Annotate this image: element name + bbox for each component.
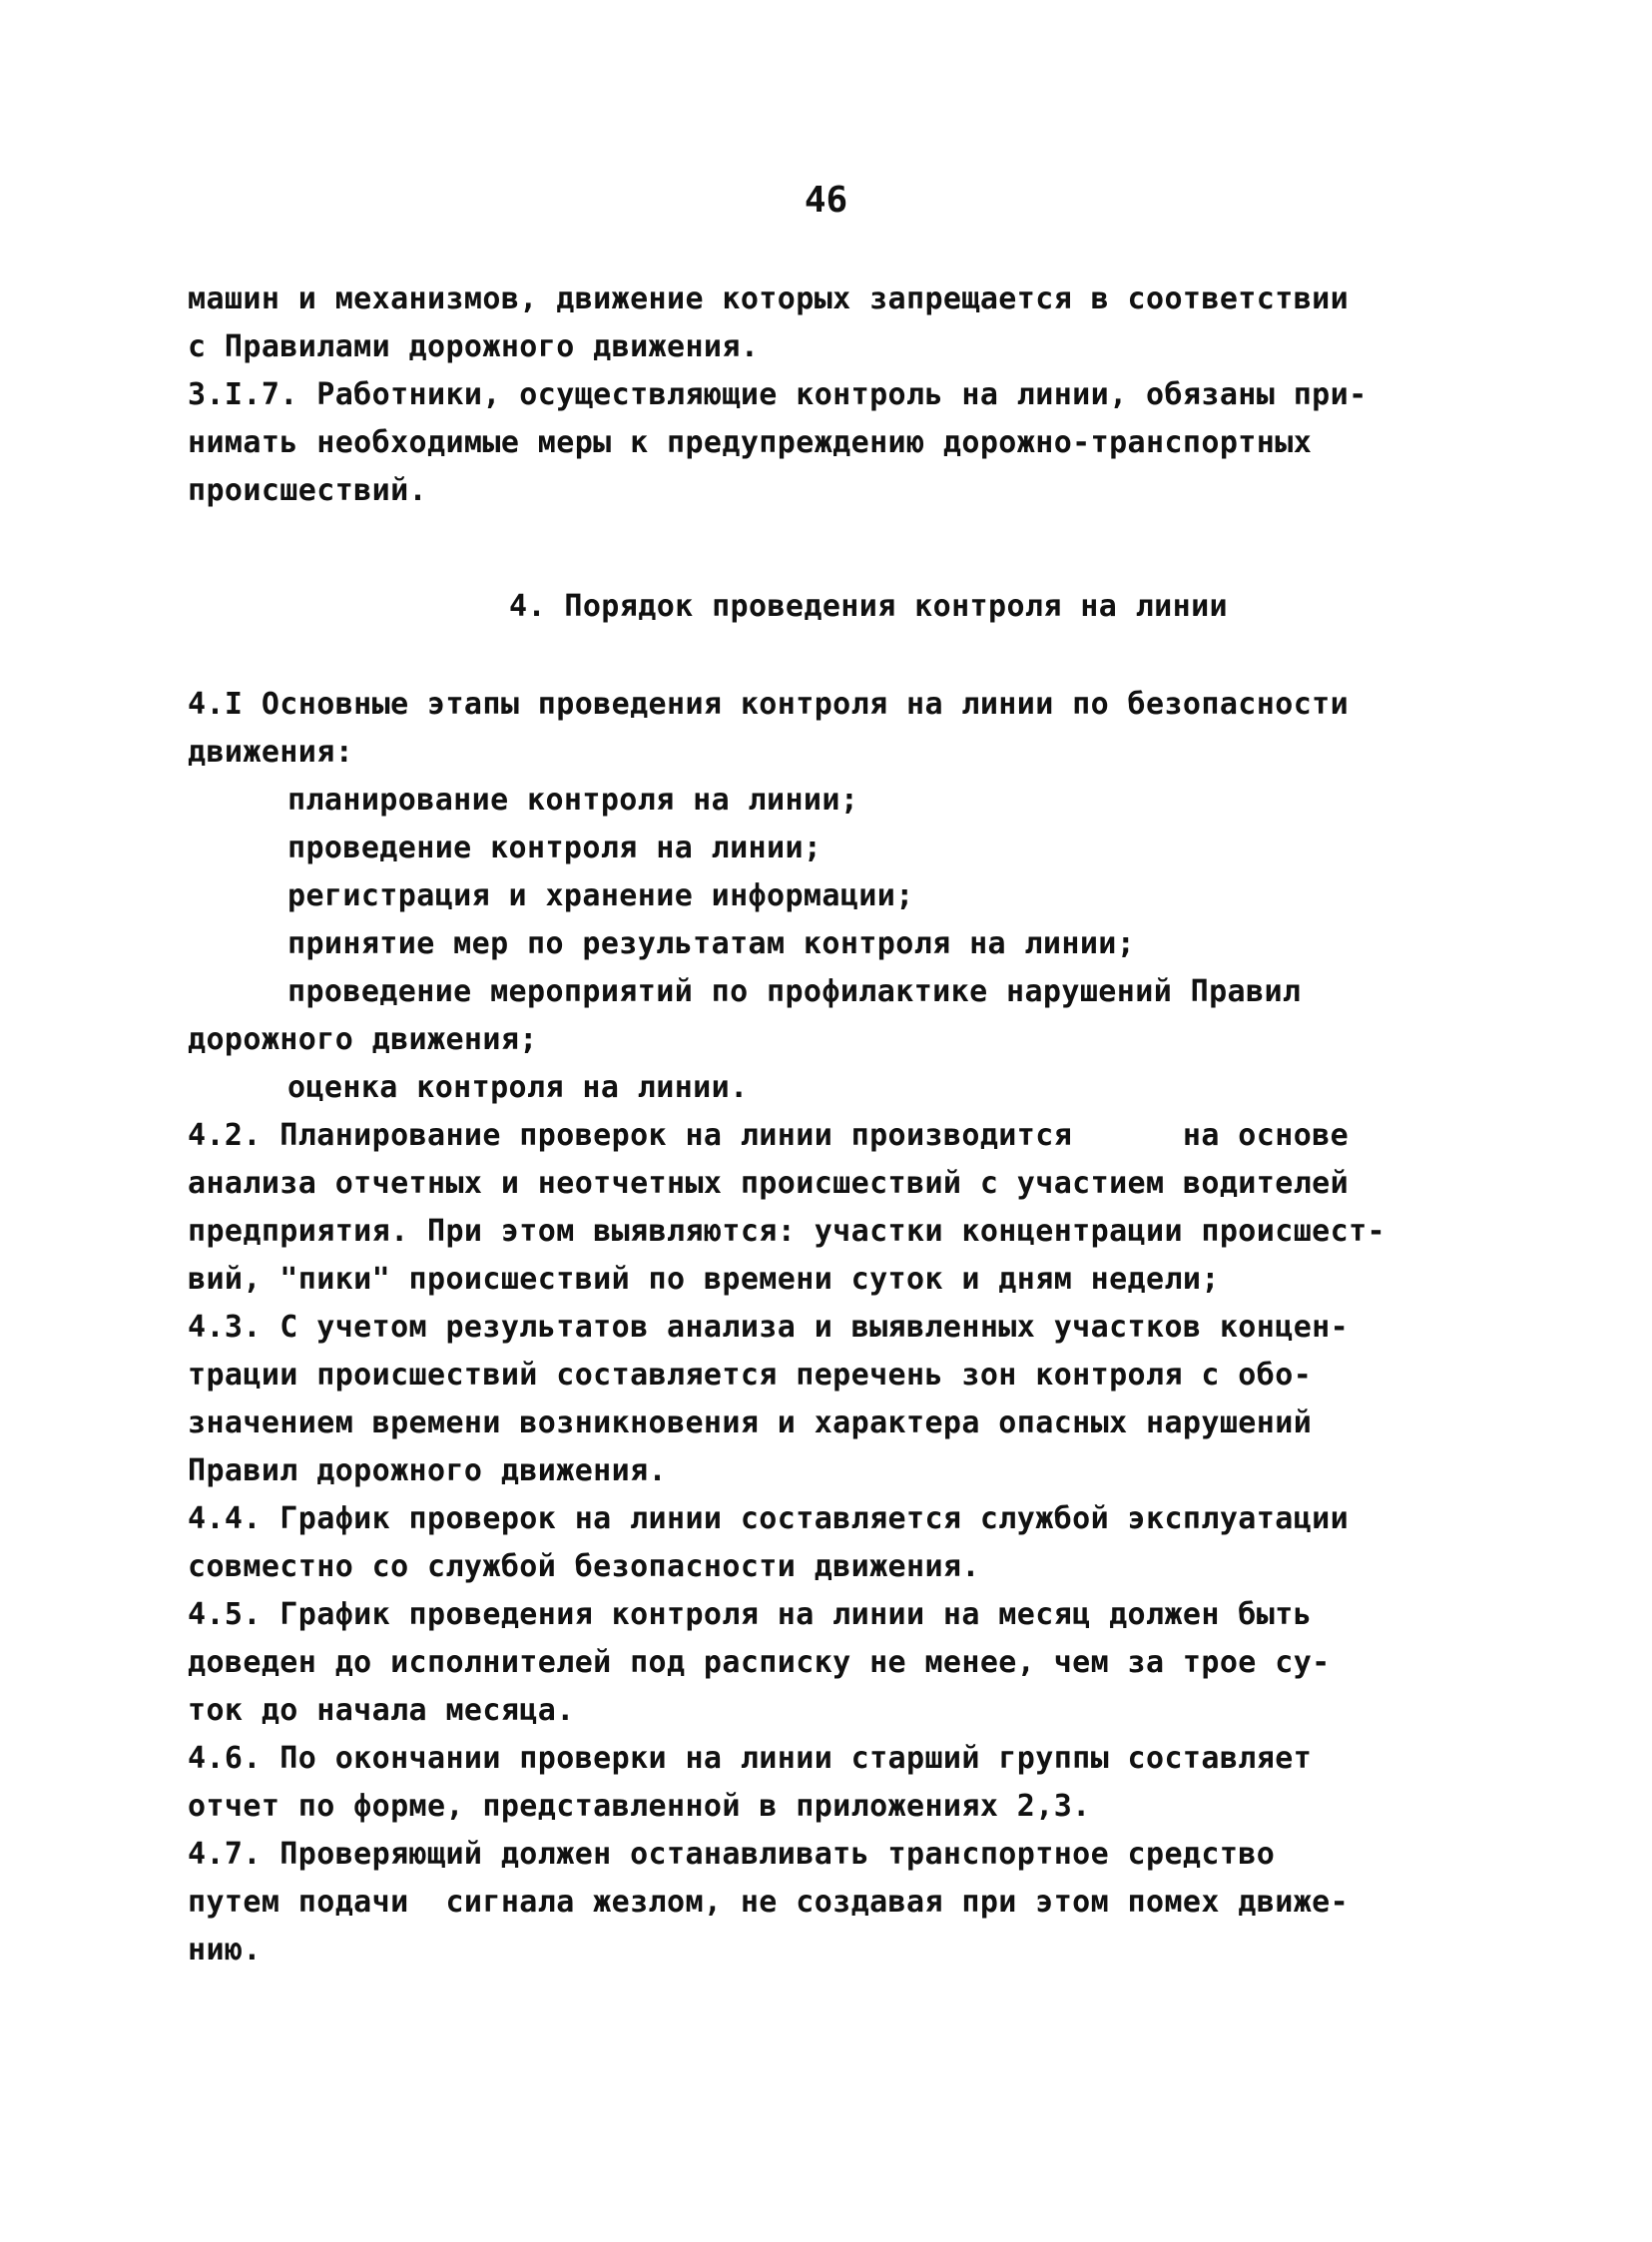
text-line: 4.7. Проверяющий должен останавливать транспортное средство — [188, 1837, 1276, 1872]
text-line: дорожного движения; — [188, 1022, 538, 1057]
text-line: доведен до исполнителей под расписку не менее, чем за трое су- — [188, 1645, 1331, 1680]
text-line: происшествий. — [188, 473, 427, 508]
text-line: Правил дорожного движения. — [188, 1453, 667, 1488]
text-line: с Правилами дорожного движения. — [188, 329, 760, 364]
list-item: планирование контроля на линии; — [287, 783, 859, 818]
text-line: движения: — [188, 735, 354, 770]
text-line: путем подачи сигнала жезлом, не создавая при этом помех движе- — [188, 1885, 1350, 1920]
text-line: отчет по форме, представленной в приложениях 2,3. — [188, 1789, 1091, 1824]
text-line: машин и механизмов, движение которых запрещается в соответствии — [188, 281, 1350, 316]
list-item: принятие мер по результатам контроля на линии; — [287, 926, 1136, 961]
text-line: значением времени возникновения и характера опасных нарушений — [188, 1405, 1313, 1440]
text-line: нимать необходимые меры к предупреждению дорожно-транспортных — [188, 425, 1313, 460]
text-line: 3.I.7. Работники, осуществляющие контроль на линии, обязаны при- — [188, 377, 1368, 412]
section-heading: 4. Порядок проведения контроля на линии — [509, 589, 1228, 624]
text-line: 4.I Основные этапы проведения контроля на линии по безопасности — [188, 687, 1350, 722]
text-line: предприятия. При этом выявляются: участки концентрации происшест- — [188, 1214, 1385, 1249]
text-line: анализа отчетных и неотчетных происшествий с участием водителей — [188, 1166, 1350, 1201]
text-line: трации происшествий составляется перечень зон контроля с обо- — [188, 1358, 1313, 1393]
text-line: вий, "пики" происшествий по времени суток и дням недели; — [188, 1262, 1220, 1297]
list-item: проведение мероприятий по профилактике нарушений Правил — [287, 974, 1302, 1009]
text-line: нию. — [188, 1933, 262, 1967]
page-number: 46 — [804, 180, 848, 221]
text-line: совместно со службой безопасности движения. — [188, 1549, 980, 1584]
text-line: 4.3. С учетом результатов анализа и выявленных участков концен- — [188, 1310, 1350, 1345]
text-line: 4.2. Планирование проверок на линии производится на основе — [188, 1118, 1350, 1153]
text-line: 4.5. График проведения контроля на линии на месяц должен быть — [188, 1597, 1313, 1632]
text-line: 4.4. График проверок на линии составляется службой эксплуатации — [188, 1501, 1350, 1536]
list-item: регистрация и хранение информации; — [287, 878, 914, 913]
list-item: оценка контроля на линии. — [287, 1070, 749, 1105]
paragraph-block-1 — [188, 276, 1525, 515]
text-line: 4.6. По окончании проверки на линии старший группы составляет — [188, 1741, 1313, 1776]
paragraph-block-2 — [188, 681, 1525, 1974]
text-line: ток до начала месяца. — [188, 1693, 575, 1728]
list-item: проведение контроля на линии; — [287, 831, 823, 865]
